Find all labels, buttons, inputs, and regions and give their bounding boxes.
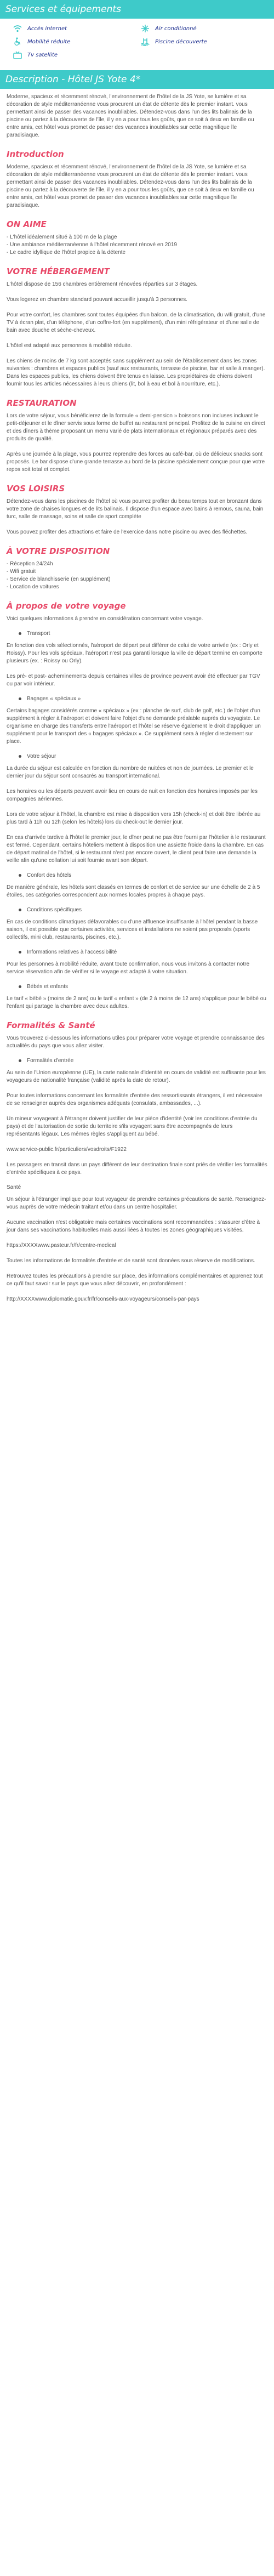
bullet-icon	[19, 874, 21, 877]
accessibility-text: Pour les personnes à mobilité réduite, avant toute confirmation, nous vous invitons à contacter notre service réservation afin de vérifier si le voyage est adapté à votre situation.	[7, 961, 250, 975]
wheelchair-icon	[13, 37, 22, 46]
loisirs-text: Détendez-vous dans les piscines de l'hôtel où vous pourrez profiter du beau temps tout en bronzant dans votre zone de chaises longues et de lits balinais. Il dispose d'un espace avec bains à remous, sauna, bain turc, salle de massage, soins et salle de sport complète	[7, 498, 264, 520]
sante-text: Aucune vaccination n'est obligatoire mais certaines vaccinations sont recommandées : s'assurer d'être à jour dans ses vaccinations habituelles mais aussi liées à toutes les zones géographiques visitées.	[7, 1219, 260, 1233]
bullet-icon	[19, 632, 21, 635]
bullet-label: Bagages « spéciaux »	[27, 696, 81, 702]
amenity-label: Accès internet	[27, 25, 67, 32]
loisirs-text: Vous pouvez profiter des attractions et faire de l'exercice dans notre piscine ou avec des fléchettes.	[7, 529, 248, 535]
sante-text: Retrouvez toutes les précautions à prendre sur place, des informations complémentaires et apprenez tout ce qu'il faut savoir sur le pays que vous allez découvrir, en profondément :	[7, 1273, 263, 1287]
bullet-icon	[19, 1059, 21, 1062]
transport-heading	[19, 631, 267, 637]
sejour-heading	[19, 753, 267, 759]
description-banner: Description - Hôtel JS Yote 4*	[0, 70, 274, 89]
bullet-icon	[19, 985, 21, 988]
sejour-text: La durée du séjour est calculée en fonction du nombre de nuitées et non de journées. Le premier et le dernier jour du séjour sont consacrés au transport international.	[7, 765, 254, 779]
bullet-label: Votre séjour	[27, 753, 56, 759]
restauration-text: Après une journée à la plage, vous pourrez reprendre des forces au café-bar, où de délicieux snacks sont proposés. Le bar dispose d'une grande terrasse au bord de la piscine spécialement conçue pour que votre repos soit total et complet.	[7, 451, 265, 473]
amenity-mobility	[13, 37, 141, 46]
snowflake-icon	[141, 24, 150, 33]
introduction-text: Moderne, spacieux et récemment rénové, l'environnement de l'hôtel de la JS Yote, se lumière et sa décoration de style méditerranéenne vous procurent un état de détente dès le premier instant. vous permettant ainsi de passer des vacances inoubliables. Détendez-vous dans l'un des lits balinais de la piscine ou partez à la découverte de l'île, il y en a pour tous les goûts, que ce soit à deux en famille ou entre amis, cet hôtel vous promet de passer des vacances inoubliables sur cette magnifique île paradisiaque.	[7, 164, 254, 208]
bullet-icon	[19, 951, 21, 954]
list-item: - Une ambiance méditerranéenne à l'hôtel récemment rénové en 2019	[7, 242, 177, 248]
bullet-icon	[19, 909, 21, 911]
bebes-text: Le tarif « bébé » (moins de 2 ans) ou le tarif « enfant » (de 2 à moins de 12 ans) s'applique pour le bébé ou l'enfant qui partage la chambre avec deux adultes.	[7, 996, 266, 1009]
sejour-text: En cas d'arrivée tardive à l'hôtel le premier jour, le dîner peut ne pas être fourni par l'hôtelier à le restaurant est fermé. Cependant, certains hôteliers mettent à disposition une assiette froide dans la chambre. En cas de départ matinal de l'hôtel, si le restaurant n'est pas encore ouvert, le client peut faire une demande la veille afin qu'une collation lui soit fournie avant son départ.	[7, 835, 266, 864]
list-item: - L'hôtel idéalement situé à 100 m de la plage	[7, 234, 117, 240]
disposition-list	[7, 560, 267, 591]
hebergement-title: VOTRE HÉBERGEMENT	[7, 266, 110, 276]
introduction-title: Introduction	[7, 149, 64, 159]
amenity-internet	[13, 24, 141, 33]
transport-text: En fonction des vols sélectionnés, l'aéroport de départ peut différer de celui de votre arrivée (ex : Orly et Roissy). Pour les vols spéciaux, l'aéroport n'est pas garanti lorsque la ville de départ termine en comporte plusieurs (ex. : Roissy ou Orly).	[7, 643, 262, 664]
bullet-icon	[19, 697, 21, 700]
restauration-text: Lors de votre séjour, vous bénéficierez de la formule « demi-pension » boissons non incluses incluant le petit-déjeuner et le dîner servis sous forme de buffet au restaurant principal. Profitez de la cuisine en direct et des dîners à thème proposant un menu varié de plats internationaux et régionaux préparés avec des produits de qualité.	[7, 413, 265, 442]
hebergement-text: Vous logerez en chambre standard pouvant accueillir jusqu'à 3 personnes.	[7, 297, 187, 303]
sejour-text: Lors de votre séjour à l'hôtel, la chambre est mise à disposition vers 15h (check-in) et doit être libérée au plus tard à 11h ou 12h (selon les hôtels) lors du check-out le dernier jour.	[7, 812, 261, 825]
pool-icon	[141, 37, 150, 46]
propos-title: À propos de votre voyage	[7, 601, 126, 611]
formalites-entree-heading	[19, 1058, 267, 1064]
sante-heading	[7, 1184, 267, 1190]
amenity-pool	[141, 37, 269, 46]
bullet-label: Confort des hôtels	[27, 872, 72, 878]
amenity-label: Tv satellite	[27, 52, 58, 58]
transport-text: Les pré- et post- acheminements depuis certaines villes de province peuvent avoir été effectuer par TGV ou par voir intérieur.	[7, 673, 260, 687]
sante-text: Toutes les informations de formalités d'entrée et de santé sont données sous réserve de modifications.	[7, 1258, 255, 1264]
formalites-text: Pour toutes informations concernant les formalités d'entrée des ressortissants étrangers, il est nécessaire de se renseigner auprès des organismes adéquats (consulats, ambassades, ...).	[7, 1093, 262, 1107]
formalites-text: Au sein de l'Union européenne (UE), la carte nationale d'identité en cours de validité est suffisante pour les voyageurs de nationalité française (validité après la date de retour).	[7, 1070, 266, 1083]
disposition-title: À VOTRE DISPOSITION	[7, 546, 110, 556]
amenities-grid	[0, 19, 274, 66]
content	[0, 66, 274, 1318]
formalites-title: Formalités & Santé	[7, 1020, 95, 1030]
bullet-label: Transport	[27, 631, 50, 637]
conditions-text: En cas de conditions climatiques défavorables ou d'une affluence insuffisante à l'hôtel pendant la basse saison, il est possible que certaines activités, services et installations ne soient pas proposés (sports collectifs, mini club, restaurants, piscines, etc.).	[7, 919, 258, 940]
tv-icon	[13, 50, 22, 59]
amenity-label: Mobilité réduite	[27, 38, 71, 45]
conditions-heading	[19, 907, 267, 913]
propos-intro: Voici quelques informations à prendre en considération concernant votre voyage.	[7, 616, 203, 622]
on-aime-title: ON AIME	[7, 219, 47, 229]
list-item: - Réception 24/24h	[7, 561, 53, 567]
hebergement-text: L'hôtel dispose de 156 chambres entièrement rénovées réparties sur 3 étages.	[7, 281, 198, 287]
bullet-label: Santé	[7, 1184, 21, 1190]
bullet-label: Conditions spécifiques	[27, 907, 82, 913]
amenity-air	[141, 24, 269, 33]
bagages-text: Certains bagages considérés comme « spéciaux » (ex : planche de surf, club de golf, etc.) de l'objet d'un supplément à régler à l'aéroport et doivent faire l'objet d'une demande préalable auprès du voyagiste. Le organisme en charge des transferts entre l'aéroport et l'hôtel se réserve également le droit d'appliquer un supplément pour le transport des « bagages spéciaux ». Ce supplément sera à régler directement sur place.	[7, 708, 261, 745]
loisirs-title: VOS LOISIRS	[7, 484, 65, 493]
sejour-text: Les horaires ou les départs peuvent avoir lieu en cours de nuit en fonction des horaires imposés par les compagnies aériennes.	[7, 788, 258, 802]
formalites-intro: Vous trouverez ci-dessous les informations utiles pour préparer votre voyage et prendre connaissance des actualités du pays que vous allez visiter.	[7, 1035, 265, 1049]
amenity-tv	[13, 50, 141, 59]
accessibility-heading	[19, 949, 267, 955]
wifi-icon	[13, 24, 22, 33]
bebes-heading	[19, 984, 267, 990]
formalites-text: Un mineur voyageant à l'étranger doivent justifier de leur pièce d'identité (voir les conditions d'entrée du pays) et de l'autorisation de sortie du territoire s'ils voyagent sans être accompagnés de leurs représentants légaux. Les mêmes règles s'appliquent au bébé.	[7, 1116, 258, 1137]
service-public-link[interactable]: www.service-public.fr/particuliers/vosdroits/F1922	[7, 1147, 127, 1153]
bullet-label: Informations relatives à l'accessibilité	[27, 949, 117, 955]
hebergement-text: Pour votre confort, les chambres sont toutes équipées d'un balcon, de la climatisation, du wifi gratuit, d'une TV à écran plat, d'un téléphone, d'un coffre-fort (en supplément), d'un mini réfrigérateur et d'une salle de bain avec douche et sèche-cheveux.	[7, 312, 266, 333]
list-item: - Wifi gratuit	[7, 569, 36, 575]
bullet-icon	[19, 755, 21, 758]
description-text: Moderne, spacieux et récemment rénové, l'environnement de l'hôtel de la JS Yote, se lumière et sa décoration de style méditerranéenne vous procurent un état de détente dès le premier instant. vous permettant ainsi de passer des vacances inoubliables. Détendez-vous dans l'un des lits balinais de la piscine ou partez à la découverte de l'île, il y en a pour tous les goûts, que ce soit à deux en famille ou entre amis, cet hôtel vous promet de passer des vacances inoubliables sur cette magnifique île paradisiaque.	[7, 94, 254, 138]
list-item: - Location de voitures	[7, 584, 59, 590]
restauration-title: RESTAURATION	[7, 398, 77, 408]
formalites-text: Les passagers en transit dans un pays différent de leur destination finale sont priés de vérifier les formalités d'entrée spécifiques à ce pays.	[7, 1162, 267, 1176]
bagages-heading	[19, 696, 267, 702]
hebergement-text: L'hôtel est adapté aux personnes à mobilité réduite.	[7, 343, 132, 349]
on-aime-list	[7, 234, 267, 257]
confort-heading	[19, 872, 267, 878]
amenity-label: Air conditionné	[155, 25, 197, 32]
sante-text: Un séjour à l'étranger implique pour tout voyageur de prendre certaines précautions de santé. Renseignez-vous auprès de votre médecin traitant et/ou dans un centre hospitalier.	[7, 1196, 266, 1210]
services-banner: Services et équipements	[0, 0, 274, 19]
hebergement-text: Les chiens de moins de 7 kg sont acceptés sans supplément au sein de l'établissement dans les zones suivantes : chambres et espaces publics (sauf aux restaurants, terrasse de piscine, bar et salle à manger). Dans les espaces publics, les chiens doivent être tenus en laisse. Les propriétaires de chiens doivent fournir tous les articles nécessaires à leurs chiens (lit, bol à eau et bol à nourriture, etc.).	[7, 358, 265, 387]
pasteur-link[interactable]: https://XXXXwww.pasteur.fr/fr/centre-medical	[7, 1242, 116, 1249]
diplomatie-link[interactable]: http://XXXXwww.diplomatie.gouv.fr/fr/conseils-aux-voyageurs/conseils-par-pays	[7, 1296, 199, 1302]
list-item: - Service de blanchisserie (en supplément)	[7, 576, 111, 582]
bullet-label: Bébés et enfants	[27, 984, 68, 990]
list-item: - Le cadre idyllique de l'hôtel propice à la détente	[7, 249, 126, 256]
bullet-label: Formalités d'entrée	[27, 1058, 74, 1064]
amenity-label: Piscine découverte	[155, 38, 207, 45]
confort-text: De manière générale, les hôtels sont classés en termes de confort et de service sur une échelle de 2 à 5 étoiles, ces catégories correspondent aux normes locales propres à chaque pays.	[7, 884, 260, 898]
